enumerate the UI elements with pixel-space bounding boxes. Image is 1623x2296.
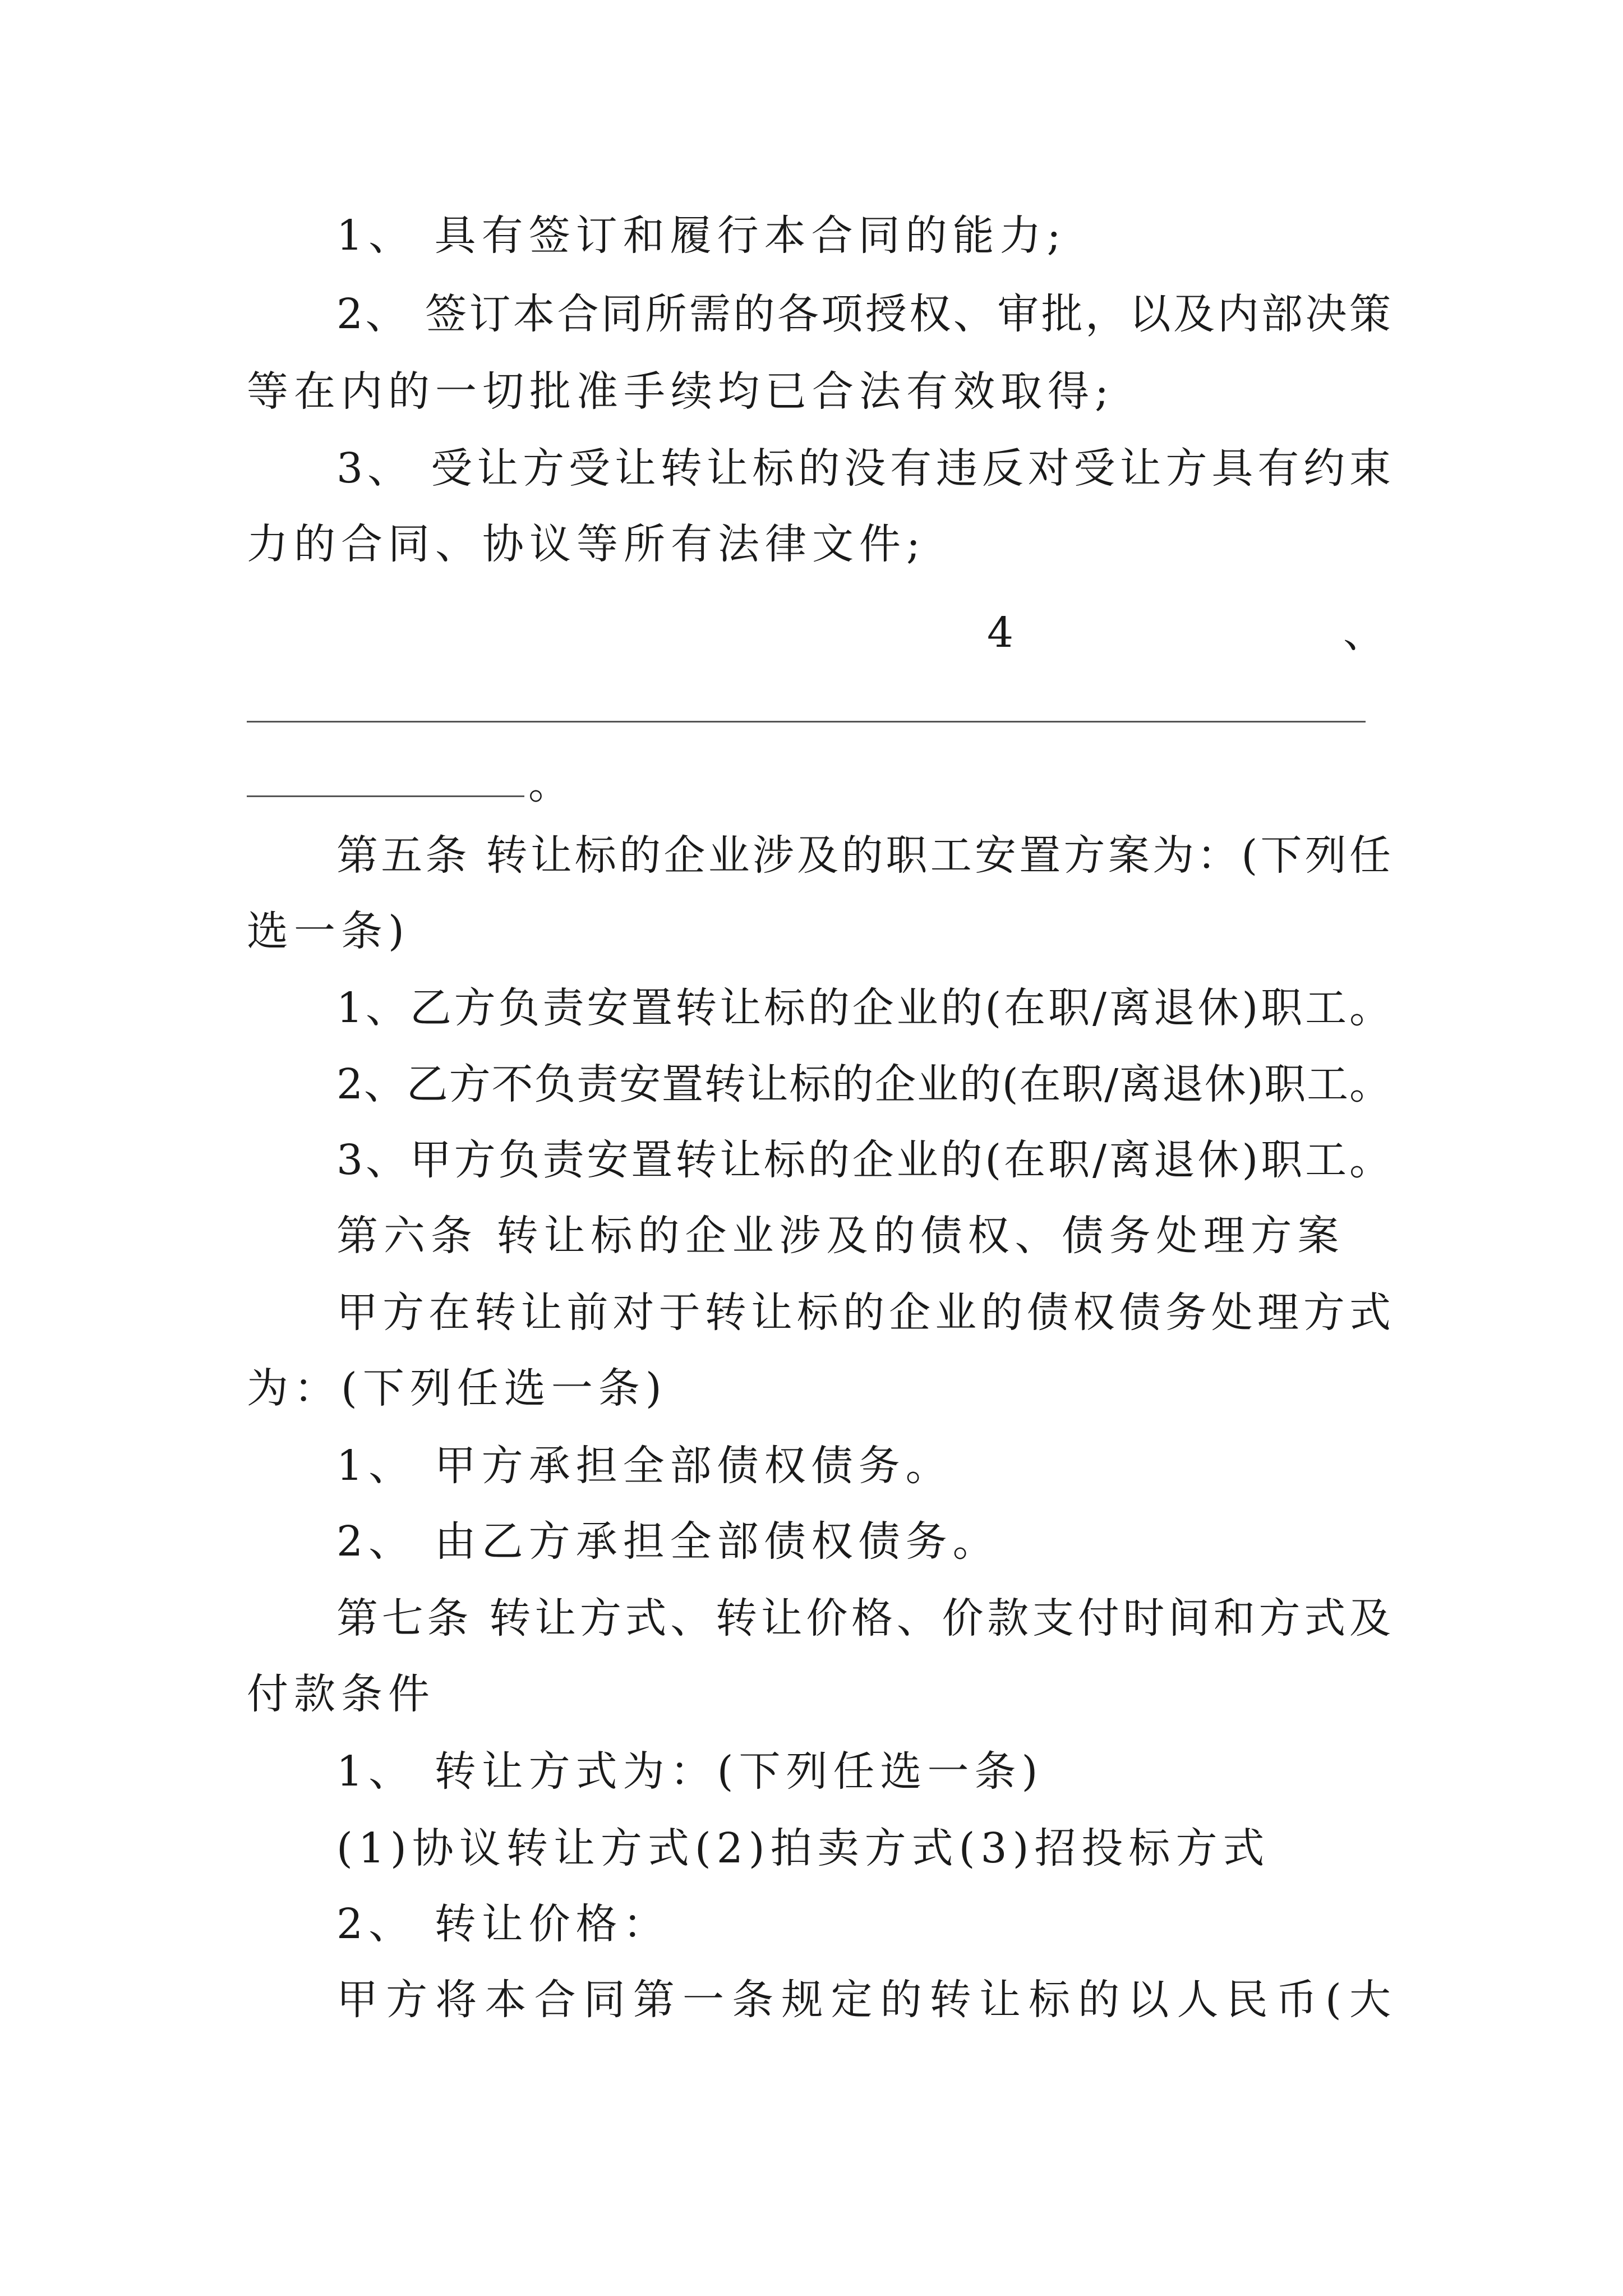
- clause-4-item-2-continued: 等在内的一切批准手续均已合法有效取得;: [247, 367, 1114, 416]
- article-7-heading: 第七条 转让方式、转让价格、价款支付时间和方式及: [336, 1594, 1391, 1642]
- article-7-transfer-methods: (1)协议转让方式(2)拍卖方式(3)招投标方式: [336, 1824, 1270, 1872]
- clause-4-item-3-continued: 力的合同、协议等所有法律文件;: [247, 520, 926, 568]
- article-6-option-1: 1、 甲方承担全部债权债务。: [336, 1442, 953, 1490]
- clause-4-item-1: 1、 具有签订和履行本合同的能力;: [336, 211, 1067, 260]
- article-7-item-1: 1、 转让方式为：(下列任选一条): [336, 1747, 1044, 1796]
- clause-4-item-4-number: 4: [987, 609, 1014, 657]
- clause-4-item-4-separator: 、: [1343, 609, 1385, 657]
- article-7-item-2: 2、 转让价格：: [336, 1900, 670, 1948]
- article-6-option-2: 2、 由乙方承担全部债权债务。: [336, 1517, 1000, 1566]
- fill-in-blank-line-2: [247, 795, 524, 797]
- fill-in-blank-line-1: [247, 721, 1366, 723]
- article-6-heading: 第六条 转让标的企业涉及的债权、债务处理方案: [336, 1212, 1345, 1260]
- article-6-paragraph-continued: 为：(下列任选一条): [247, 1364, 667, 1412]
- article-7-heading-continued: 付款条件: [247, 1670, 435, 1718]
- article-7-price-paragraph: 甲方将本合同第一条规定的转让标的以人民币(大: [336, 1976, 1391, 2024]
- article-5-heading-continued: 选一条): [247, 907, 410, 955]
- clause-4-item-4-end-mark: 。: [528, 760, 570, 808]
- article-5-option-1: 1、乙方负责安置转让标的企业的(在职/离退休)职工。: [336, 984, 1391, 1032]
- article-6-paragraph: 甲方在转让前对于转让标的企业的债权债务处理方式: [336, 1289, 1391, 1337]
- clause-4-item-3: 3、 受让方受让转让标的没有违反对受让方具有约束: [336, 444, 1391, 493]
- article-5-heading: 第五条 转让标的企业涉及的职工安置方案为：(下列任: [336, 831, 1391, 880]
- article-5-option-3: 3、甲方负责安置转让标的企业的(在职/离退休)职工。: [336, 1136, 1391, 1184]
- clause-4-item-2: 2、 签订本合同所需的各项授权、审批，以及内部决策: [336, 290, 1391, 338]
- article-5-option-2: 2、乙方不负责安置转让标的企业的(在职/离退休)职工。: [336, 1060, 1391, 1108]
